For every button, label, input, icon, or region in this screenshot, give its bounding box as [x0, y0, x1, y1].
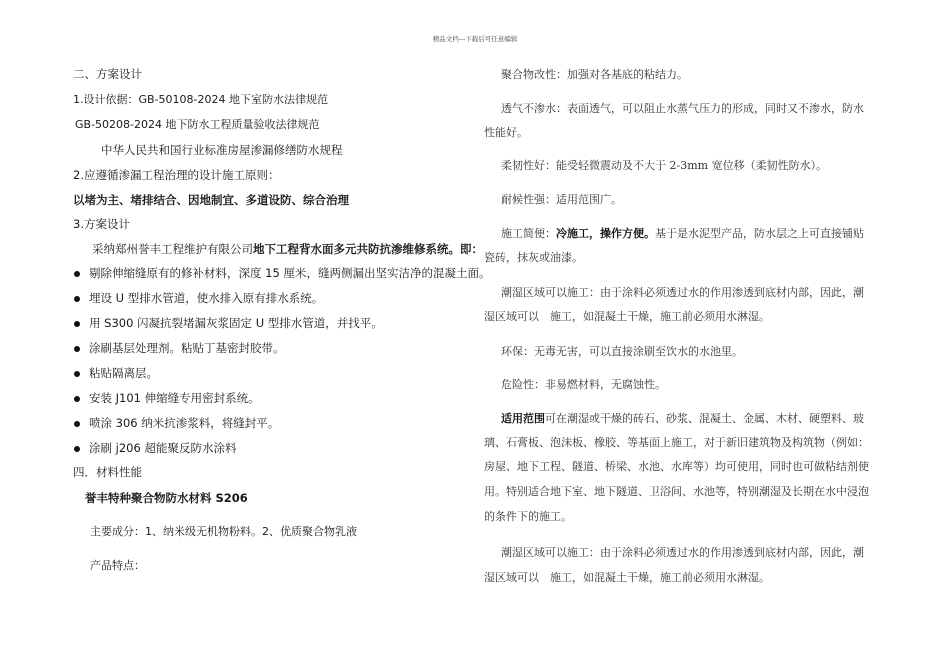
bullet-dot [74, 371, 80, 377]
scope-l3: 房屋、地下工程、隧道、桥梁、水池、水库等）均可使用，同时也可做粘结剂使 [484, 460, 869, 473]
feature-flexibility: 柔韧性好：能受轻微震动及不大于 2-3mm 宽位移（柔韧性防水）。 [501, 159, 828, 172]
feature-hazard: 危险性：非易燃材料，无腐蚀性。 [501, 378, 666, 391]
bullet-dot [74, 296, 80, 302]
bullet-item: 涂刷基层处理剂。粘贴丁基密封胶带。 [89, 341, 285, 355]
damp-repeat-l1: 潮湿区域可以施工：由于涂料必须透过水的作用渗透到底材内部，因此，潮 [501, 546, 864, 559]
feature-easy-construction [501, 226, 864, 242]
section-2-title: 二、方案设计 [73, 67, 142, 81]
feature-polymer: 聚合物改性：加强对各基底的粘结力。 [501, 68, 688, 81]
intro-line [92, 241, 483, 257]
feature-damp-l1: 潮湿区域可以施工：由于涂料必须透过水的作用渗透到底材内部，因此，潮 [501, 286, 864, 299]
bullet-item: 用 S300 闪凝抗裂堵漏灰浆固定 U 型排水管道，并找平。 [89, 316, 383, 330]
feature-weather: 耐候性强：适用范围广。 [501, 193, 622, 206]
principle-text: 以堵为主、堵排结合、因地制宜、多道设防、综合治理 [73, 193, 349, 207]
bullet-dot [74, 346, 80, 352]
scope-l2: 璃、石膏板、泡沫板、橡胶、等基面上施工，对于新旧建筑物及构筑物（例如： [484, 436, 869, 449]
design-basis-2: GB-50208-2024 地下防水工程质量验收法律规范 [75, 118, 320, 131]
intro-company: 采纳郑州誉丰工程维护有限公司 [92, 242, 253, 256]
easy-label: 施工简便： [501, 227, 556, 240]
scope-l1 [501, 411, 864, 427]
bullet-item: 喷涂 306 纳米抗渗浆料，将缝封平。 [89, 416, 280, 430]
design-label: 3.方案设计 [73, 217, 130, 231]
intro-system: 地下工程背水面多元共防抗渗维修系统。即： [253, 242, 483, 256]
feature-damp-l2: 湿区域可以 施工，如混凝土干燥，施工前必须用水淋湿。 [484, 310, 770, 323]
bullet-item: 剔除伸缩缝原有的修补材料，深度 15 厘米，缝两侧漏出坚实洁净的混凝土面。 [89, 266, 491, 280]
bullet-item: 安装 J101 伸缩缝专用密封系统。 [89, 391, 260, 405]
bullet-item: 涂刷 j206 超能聚反防水涂料 [89, 441, 237, 455]
bullet-dot [74, 321, 80, 327]
section-4-title: 四．材料性能 [73, 465, 142, 479]
bullet-dot [74, 396, 80, 402]
components-text: 主要成分：1、纳米级无机物粉料。2、优质聚合物乳液 [90, 525, 357, 538]
damp-repeat-l2: 湿区域可以 施工，如混凝土干燥，施工前必须用水淋湿。 [484, 571, 770, 584]
design-basis-3: 中华人民共和国行业标准房屋渗漏修缮防水规程 [101, 143, 343, 157]
feature-breathable-l2: 性能好。 [484, 126, 528, 139]
bullet-dot [74, 271, 80, 277]
feature-easy-l2: 瓷砖，抹灰或油漆。 [484, 251, 583, 264]
page-header: 精品文档---下载后可任意编辑 [432, 35, 518, 43]
bullet-item: 粘贴隔离层。 [89, 366, 158, 380]
bullet-dot [74, 446, 80, 452]
scope-l4: 用。特别适合地下室、地下隧道、卫浴间、水池等，特别潮湿及长期在水中浸泡 [484, 485, 869, 498]
bullet-dot [74, 421, 80, 427]
scope-label: 适用范围 [501, 412, 545, 425]
design-basis-1: 1.设计依据：GB-50108-2024 地下室防水法律规范 [73, 93, 328, 106]
features-label: 产品特点： [90, 559, 145, 572]
principle-label: 2.应遵循渗漏工程治理的设计施工原则： [73, 168, 280, 182]
product-name: 誉丰特种聚合物防水材料 S206 [85, 491, 248, 505]
feature-breathable-l1: 透气不渗水：表面透气，可以阻止水蒸气压力的形成，同时又不渗水，防水 [501, 102, 864, 115]
bullet-item: 埋设 U 型排水管道，使水排入原有排水系统。 [89, 291, 324, 305]
easy-emphasis: 冷施工，操作方便。 [556, 227, 655, 240]
feature-eco: 环保：无毒无害，可以直接涂刷至饮水的水池里。 [501, 345, 743, 358]
scope-text: 可在潮湿或干燥的砖石、砂浆、混凝土、金属、木材、硬塑料、玻 [545, 412, 864, 425]
easy-rest: 基于是水泥型产品，防水层之上可直接铺贴 [655, 227, 864, 240]
scope-l5: 的条件下的施工。 [484, 510, 572, 523]
